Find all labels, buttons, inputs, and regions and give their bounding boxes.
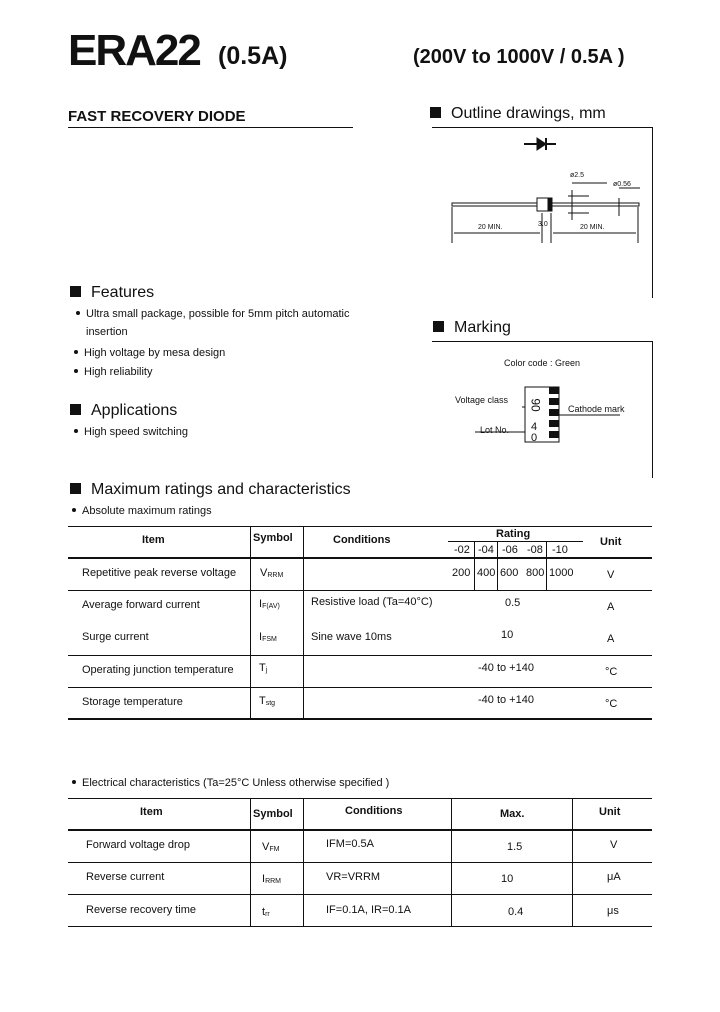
dim-lead-left: 20 MIN. xyxy=(478,224,503,231)
electrical-title: Electrical characteristics (Ta=25°C Unless otherwise specified ) xyxy=(72,777,389,789)
part-number: ERA22 xyxy=(68,26,200,75)
mark-lot-1: 4 xyxy=(531,421,538,433)
color-code-label: Color code : Green xyxy=(504,358,581,368)
col-symbol: Symbol xyxy=(253,808,293,820)
feature-item: High voltage by mesa design xyxy=(74,347,225,359)
bullet-square-icon xyxy=(433,321,444,332)
feature-item-cont: insertion xyxy=(86,326,128,338)
col-max: Max. xyxy=(500,808,525,820)
dim-lead-diameter: ø0.56 xyxy=(613,181,631,188)
applications-heading xyxy=(70,402,177,420)
bullet-square-icon xyxy=(70,404,81,415)
class-06: -06 xyxy=(502,544,518,556)
col-item: Item xyxy=(140,806,163,818)
ratings-subtitle: Absolute maximum ratings xyxy=(72,505,212,517)
class-10: -10 xyxy=(552,544,568,556)
mark-voltage-code: 90 xyxy=(528,398,543,412)
col-item: Item xyxy=(142,534,165,546)
marking-heading xyxy=(433,319,511,337)
bullet-square-icon xyxy=(430,107,441,118)
diode-symbol-icon xyxy=(537,138,546,150)
feature-item: High reliability xyxy=(74,366,152,378)
cathode-mark-label: Cathode mark xyxy=(568,404,625,414)
datasheet-page: ERA22 (0.5A) (200V to 1000V / 0.5A ) FAST RECOVERY DIODE Outline drawings, mm ø2.5 ø0.56 20 MIN. 3.0 20 MIN. Marking Color code : Green Voltage class Lot No. Cathode mark 90 4 0 Features Ultra small package, possible for 5mm pitch automatic insertion High voltage by mesa design High reliability Applications High speed switching Maximum ratings and characteristics Absolute maximum ratings Item Symbol Conditions Rating Unit -02 -04 -06 -08 -10 Repetitive peak reverse voltage $V_{RRM}$ 200 400 600 800 1000 V Average forward current $I_{F(AV)}$ Resistive load (Ta=40°C) 0.5 A Surge current $I_{FSM}$ Sine wave 10ms 10 A Operating junction temperature $T_j$ -40 to +140 °C Storage temperature $T_{stg}$ -40 to +140 °C Electrical characteristics (Ta=25°C Unless otherwise specified ) Item Symbol Conditions Max. Unit Forward voltage drop $V_{FM}$ IFM=0.5A 1.5 V Reverse current $I_{RRM}$ VR=VRRM 10 μA Reverse recovery time $t_{rr}$ IF=0.1A, IR=0.1A 0.4 μs xyxy=(0,0,720,1012)
bullet-square-icon xyxy=(70,286,81,297)
voltage-range: (200V to 1000V / 0.5A ) xyxy=(413,46,625,68)
application-item: High speed switching xyxy=(74,426,188,438)
ratings-title: Maximum ratings and characteristics xyxy=(91,481,351,498)
bullet-square-icon xyxy=(70,483,81,494)
col-rating: Rating xyxy=(496,528,531,540)
col-unit: Unit xyxy=(600,536,622,548)
outline-drawing xyxy=(432,128,652,248)
mark-lot-2: 0 xyxy=(531,432,538,444)
subtitle: FAST RECOVERY DIODE xyxy=(68,108,246,125)
features-heading xyxy=(70,284,154,302)
features-title: Features xyxy=(91,284,155,301)
dim-lead-right: 20 MIN. xyxy=(580,224,605,231)
marking-diagram xyxy=(470,385,655,445)
outline-title: Outline drawings, mm xyxy=(451,105,606,122)
current-rating: (0.5A) xyxy=(218,42,288,70)
ratings-heading xyxy=(70,481,351,499)
marking-title: Marking xyxy=(454,319,511,336)
dim-body-diameter: ø2.5 xyxy=(570,172,585,179)
col-conditions: Conditions xyxy=(333,534,391,546)
outline-heading xyxy=(430,105,606,123)
col-conditions: Conditions xyxy=(345,805,403,817)
lot-no-label: Lot No. xyxy=(480,425,510,435)
class-08: -08 xyxy=(527,544,543,556)
applications-title: Applications xyxy=(91,402,178,419)
col-unit: Unit xyxy=(599,806,621,818)
feature-item: Ultra small package, possible for 5mm pitch automatic xyxy=(76,308,350,320)
class-04: -04 xyxy=(478,544,494,556)
voltage-class-label: Voltage class xyxy=(455,395,509,405)
class-02: -02 xyxy=(454,544,470,556)
col-symbol: Symbol xyxy=(253,532,293,544)
dim-body-length: 3.0 xyxy=(538,221,548,228)
